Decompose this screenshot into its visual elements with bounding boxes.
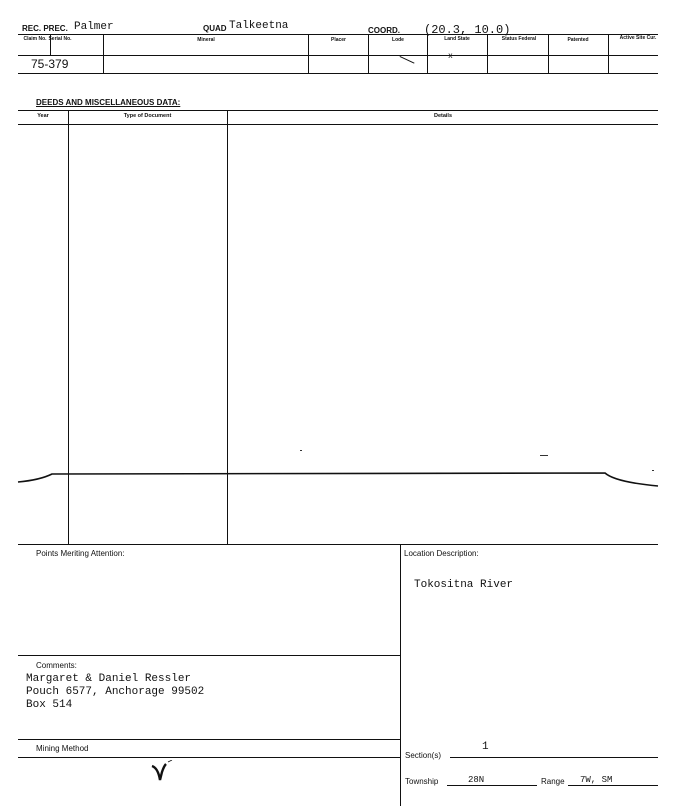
- active-site-header: Active Site Cur.: [619, 35, 657, 41]
- fold-crease: [0, 460, 678, 500]
- comments-line-3: Box 514: [26, 699, 73, 711]
- comments-line-2: Pouch 6577, Anchorage 99502: [26, 686, 205, 698]
- mineral-header: Mineral: [197, 37, 215, 43]
- header-divider: [427, 34, 428, 73]
- details-column-header: Details: [433, 113, 453, 119]
- header-top-rule: [18, 34, 658, 35]
- year-column-header: Year: [37, 113, 49, 119]
- serial-no-header: Serial No.: [48, 36, 72, 42]
- section-value: 1: [482, 741, 489, 753]
- township-underline: [447, 785, 537, 786]
- deeds-bottom-rule: [18, 544, 658, 545]
- section-underline: [450, 757, 658, 758]
- township-label: Township: [405, 777, 439, 786]
- claim-number: 75-379: [31, 57, 69, 71]
- deeds-header-rule: [18, 124, 658, 125]
- patented-header: Patented: [567, 37, 589, 43]
- header-divider: [103, 34, 104, 73]
- speck: [300, 450, 302, 451]
- header-mid-rule: [18, 55, 658, 56]
- land-state-header: Land State: [444, 36, 470, 42]
- rec-prec-value: Palmer: [74, 21, 114, 33]
- header-bottom-rule: [18, 73, 658, 74]
- comments-label: Comments:: [36, 661, 77, 670]
- rec-prec-label: REC. PREC.: [22, 24, 68, 33]
- placer-header: Placer: [330, 37, 346, 43]
- header-divider: [487, 34, 488, 73]
- range-underline: [568, 785, 658, 786]
- deeds-top-rule: [18, 110, 658, 111]
- coord-label: COORD.: [368, 26, 400, 35]
- quad-label: QUAD: [203, 24, 227, 33]
- location-description-label: Location Description:: [404, 549, 479, 558]
- pen-mark: [150, 760, 180, 786]
- speck: [652, 470, 654, 471]
- deeds-section-title: DEEDS AND MISCELLANEOUS DATA:: [36, 98, 181, 107]
- claim-no-header: Claim No.: [23, 36, 47, 42]
- header-divider: [308, 34, 309, 73]
- comments-line-1: Margaret & Daniel Ressler: [26, 673, 192, 685]
- land-state-mark: x: [448, 52, 453, 61]
- status-federal-header: Status Federal: [501, 36, 537, 42]
- comments-bottom-rule: [18, 739, 400, 740]
- lower-center-divider: [400, 544, 401, 806]
- mining-method-rule: [18, 757, 400, 758]
- header-divider: [50, 34, 51, 55]
- section-label: Section(s): [405, 751, 442, 760]
- lode-header: Lode: [392, 37, 404, 43]
- coord-value: (20.3, 10.0): [424, 23, 511, 37]
- range-label: Range: [541, 777, 565, 786]
- location-description-value: Tokositna River: [414, 579, 514, 591]
- header-divider: [368, 34, 369, 73]
- quad-value: Talkeetna: [229, 20, 289, 32]
- speck: [540, 455, 548, 456]
- header-divider: [608, 34, 609, 73]
- header-divider: [548, 34, 549, 73]
- points-bottom-rule: [18, 655, 400, 656]
- points-meriting-attention-label: Points Meriting Attention:: [36, 549, 125, 558]
- range-value: 7W, SM: [580, 775, 613, 785]
- mining-method-label: Mining Method: [36, 744, 89, 753]
- type-of-document-column-header: Type of Document: [123, 113, 172, 119]
- lode-tick-mark: [400, 56, 415, 64]
- township-value: 28N: [468, 775, 485, 785]
